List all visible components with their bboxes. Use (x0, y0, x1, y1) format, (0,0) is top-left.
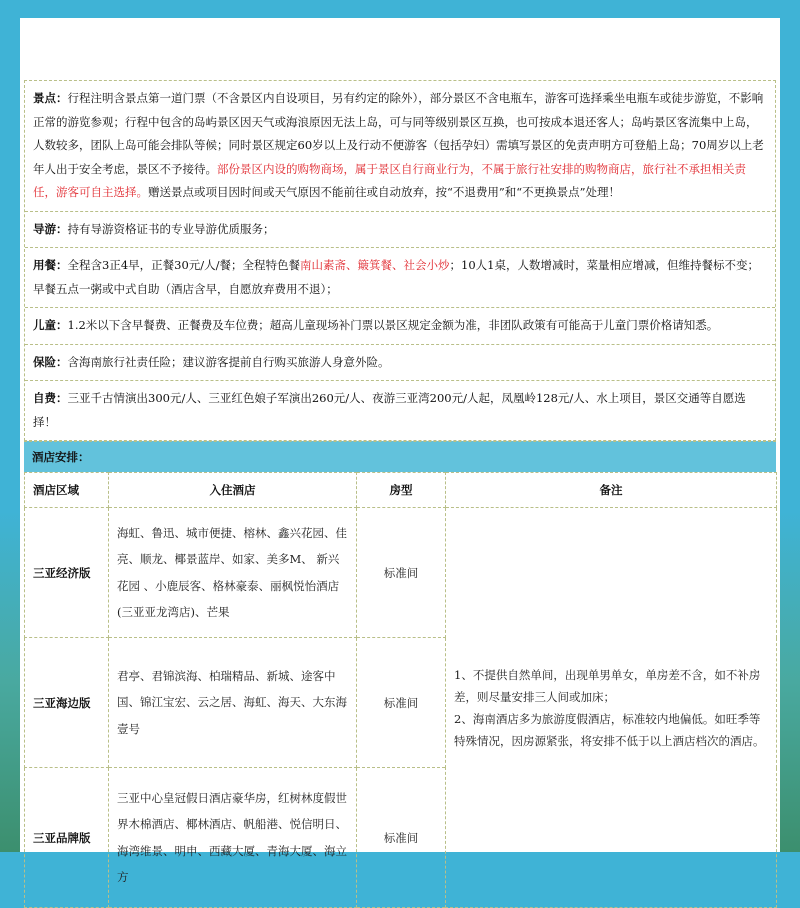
header-room: 房型 (357, 473, 446, 508)
row-yongcan (25, 248, 775, 308)
header-note: 备注 (446, 473, 777, 508)
room-type-cell: 标准间 (357, 768, 446, 908)
label-yongcan: 用餐： (33, 258, 68, 272)
text-daoyou: 持有导游资格证书的专业导游优质服务； (67, 221, 275, 236)
text-yongcan: 全程含3正4早，正餐30元/人/餐；全程特色餐 (67, 258, 301, 272)
text-jingdian-2: 赠送景点或项目因时间或天气原因不能前往或自动放弃，按“不退费用”和“不更换景点”处理！ (148, 185, 621, 199)
hotel-list-cell: 海虹、鲁迅、城市便捷、榕林、鑫兴花园、佳亮、顺龙、椰景蓝岸、如家、美多M、 新兴花园 、小鹿辰客、格林豪泰、丽枫悦怡酒店(三亚亚龙湾店)、芒果 (109, 508, 357, 638)
header-hotel: 入住酒店 (109, 473, 357, 508)
row-zifei (25, 381, 775, 440)
text-jingdian-red: 部份景区内设的购物商场，属于景区自行商业行为，不属于旅行社安排的购物商店，旅行社不承担相关责任，游客可自主选择。 (33, 161, 746, 199)
text-ertong: 1.2米以下含早餐费、正餐费及车位费；超高儿童现场补门票以景区规定金额为准，非团队政策有可能高于儿童门票价格请知悉。 (67, 318, 719, 332)
hotel-list-cell: 君亭、君锦滨海、柏瑞精品、新城、途客中国、锦江宝宏、云之居、海虹、海天、大东海壹号 (109, 638, 357, 768)
text-yongcan-red: 南山素斋、簸箕餐、社会小炒 (300, 258, 450, 272)
info-section (24, 80, 776, 441)
area-cell: 三亚经济版 (25, 508, 109, 638)
label-ertong: 儿童： (33, 318, 68, 332)
note-cell (446, 508, 777, 908)
row-jingdian (25, 81, 775, 212)
label-jingdian: 景点： (33, 91, 68, 105)
row-daoyou (25, 212, 775, 249)
label-daoyou: 导游： (33, 221, 68, 236)
text-zifei: 三亚千古情演出300元/人、三亚红色娘子军演出260元/人、夜游三亚湾200元/人起，凤凰岭128元/人、水上项目，景区交通等自愿选择！ (33, 391, 746, 429)
top-blank-area (20, 18, 780, 80)
label-baoxian: 保险： (33, 354, 68, 369)
hotel-table (24, 472, 777, 908)
room-type-cell: 标准间 (357, 508, 446, 638)
header-area: 酒店区域 (25, 473, 109, 508)
area-cell: 三亚品牌版 (25, 768, 109, 908)
text-baoxian: 含海南旅行社责任险；建议游客提前自行购买旅游人身意外险。 (67, 354, 390, 369)
note-text: 1、不提供自然单间，出现单男单女，单房差不含，如不补房差，则尽量安排三人间或加床； 2、海南酒店多为旅游度假酒店，标准较内地偏低。如旺季等特殊情况，因房源紧张，将安排不低于以上酒店档次的酒店。 (454, 667, 765, 748)
document-page (20, 18, 780, 884)
row-baoxian (25, 345, 775, 382)
hotel-section-title: 酒店安排： (24, 441, 776, 472)
hotel-list-cell: 三亚中心皇冠假日酒店豪华房，红树林度假世界木棉酒店、椰林酒店、帆船港、悦信明日、海湾维景、明申、西藏大厦、青海大厦、海立方 (109, 768, 357, 908)
text-jingdian: 行程注明含景点第一道门票（不含景区内自设项目，另有约定的除外），部分景区不含电瓶车，游客可选择乘坐电瓶车或徒步游览，不影响正常的游览参观；行程中包含的岛屿景区因天气或海浪原因无法上岛，可与同等级别景区互换，也可按成本退还客人；岛屿景区客流集中上岛，人数较多，团队上岛可能会排队等候；同时景区规定60岁以上及行动不便游客（包括孕妇）需填写景区的免责声明方可登船上岛；70周岁以上老年人出于安全考虑，景区不予接待。 (33, 91, 764, 176)
area-cell: 三亚海边版 (25, 638, 109, 768)
table-row (25, 508, 777, 638)
row-ertong (25, 308, 775, 345)
label-zifei: 自费： (33, 391, 68, 405)
text-yongcan-2: ；10人1桌，人数增减时，菜量相应增减，但维持餐标不变；早餐五点一粥或中式自助（酒店含早，自愿放弃费用不退）； (33, 258, 759, 296)
room-type-cell: 标准间 (357, 638, 446, 768)
table-header-row (25, 473, 777, 508)
